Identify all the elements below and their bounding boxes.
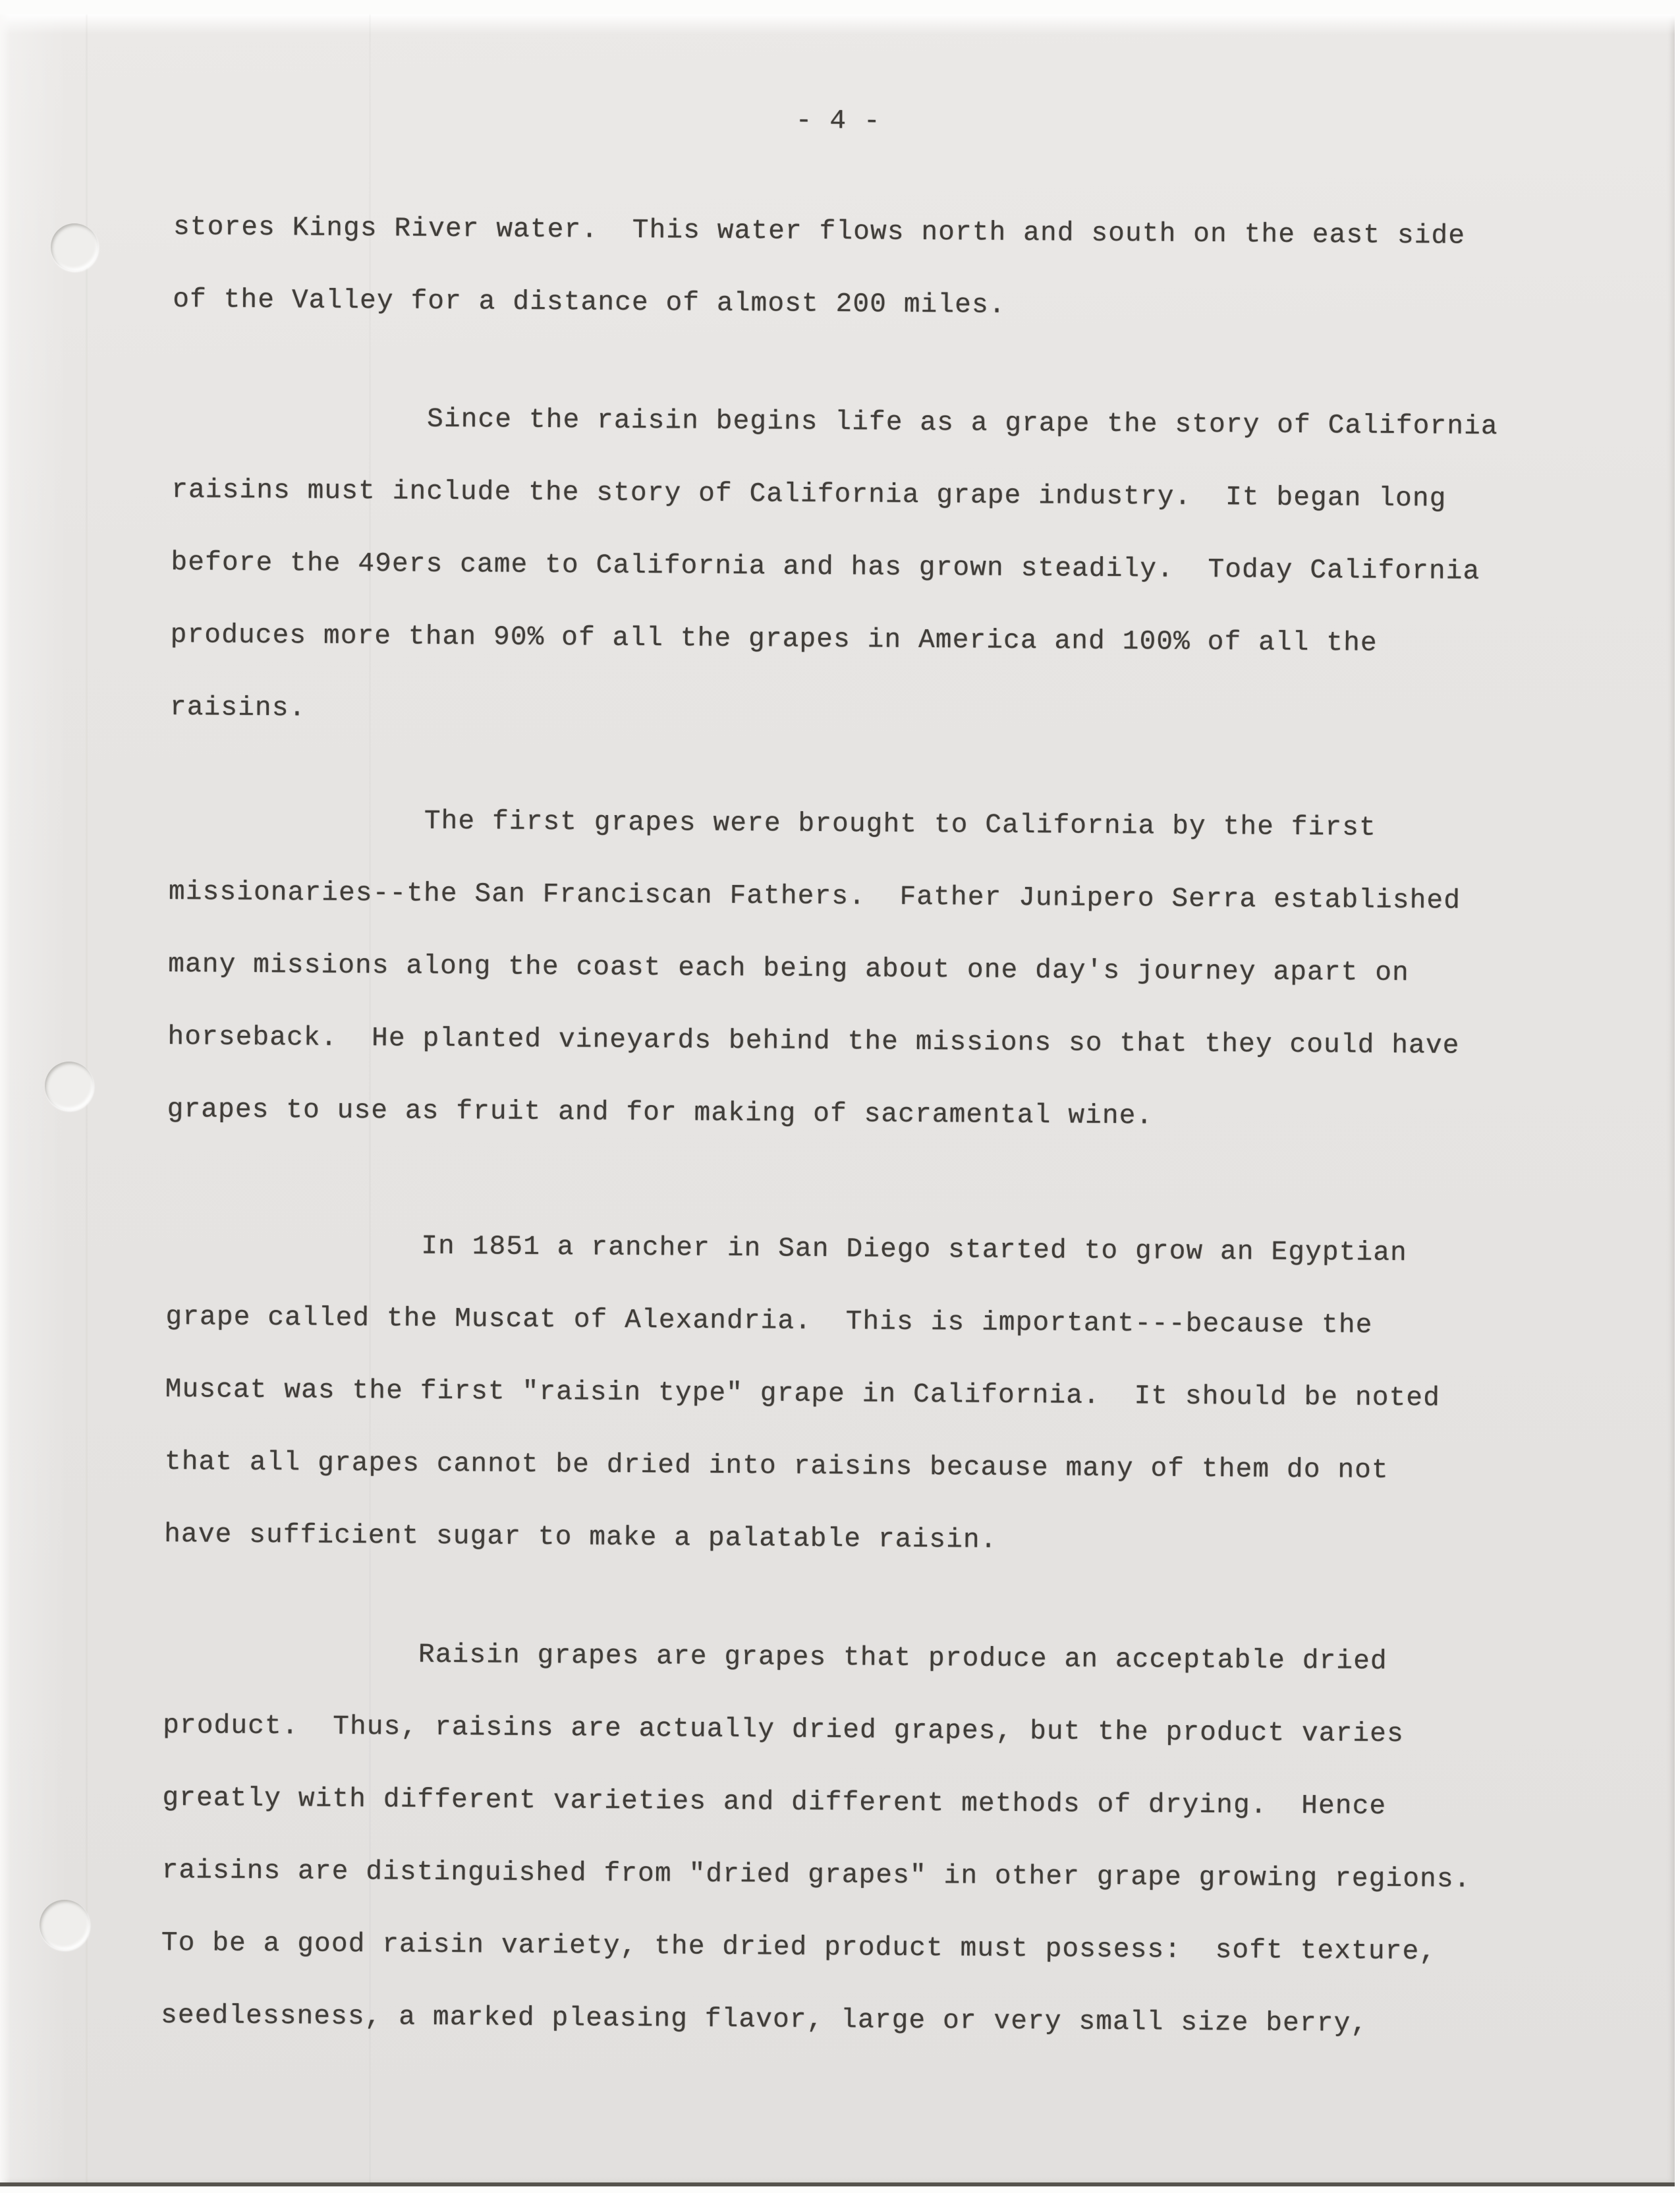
text-line: product. Thus, raisins are actually dried grapes, but the product varies — [163, 1710, 1404, 1750]
paragraph-2 — [170, 382, 1499, 753]
text-line: missionaries--the San Franciscan Fathers. Father Junipero Serra established — [168, 876, 1461, 917]
text-line: of the Valley for a distance of almost 200 miles. — [173, 285, 1006, 321]
page-number: - 4 - — [795, 105, 881, 137]
text-line: horseback. He planted vineyards behind the missions so that they could have — [167, 1021, 1460, 1062]
text-line: grapes to use as fruit and for making of sacramental wine. — [167, 1094, 1154, 1132]
paragraph-5 — [161, 1617, 1472, 2061]
text-line: The first grapes were brought to California by the first — [169, 804, 1376, 843]
text-line: before the 49ers came to California and has grown steadily. Today California — [171, 548, 1480, 587]
paragraph-3 — [167, 783, 1461, 1155]
text-line: stores Kings River water. This water flows north and south on the east side — [173, 212, 1466, 252]
text-line: have sufficient sugar to make a palatable raisin. — [164, 1519, 997, 1556]
paragraph-1 — [173, 191, 1466, 345]
text-line: To be a good raisin variety, the dried product must possess: soft texture, — [161, 1927, 1437, 1968]
text-line: raisins are distinguished from "dried grapes" in other grape growing regions. — [161, 1855, 1471, 1895]
text-line: Raisin grapes are grapes that produce an acceptable dried — [163, 1638, 1387, 1677]
text-line: In 1851 a rancher in San Diego started to grow an Egyptian — [166, 1229, 1408, 1269]
text-line: Since the raisin begins life as a grape the story of California — [171, 403, 1498, 443]
paragraph-4 — [164, 1209, 1442, 1580]
text-line: raisins. — [169, 693, 306, 724]
text-line: produces more than 90% of all the grapes in America and 100% of all the — [170, 620, 1378, 659]
text-line: that all grapes cannot be dried into raisins because many of them do not — [164, 1446, 1389, 1486]
text-line: many missions along the coast each being about one day's journey apart on — [168, 949, 1410, 989]
text-line: raisins must include the story of California grape industry. It began long — [171, 475, 1447, 515]
text-line: seedlessness, a marked pleasing flavor, large or very small size berry, — [160, 2000, 1368, 2039]
typed-text-layer — [0, 13, 1676, 2193]
scanned-page — [0, 14, 1675, 2186]
text-line: greatly with different varieties and different methods of drying. Hence — [162, 1782, 1387, 1822]
text-line: grape called the Muscat of Alexandria. This is important---because the — [165, 1301, 1373, 1341]
text-line: Muscat was the first "raisin type" grape in California. It should be noted — [165, 1374, 1441, 1414]
